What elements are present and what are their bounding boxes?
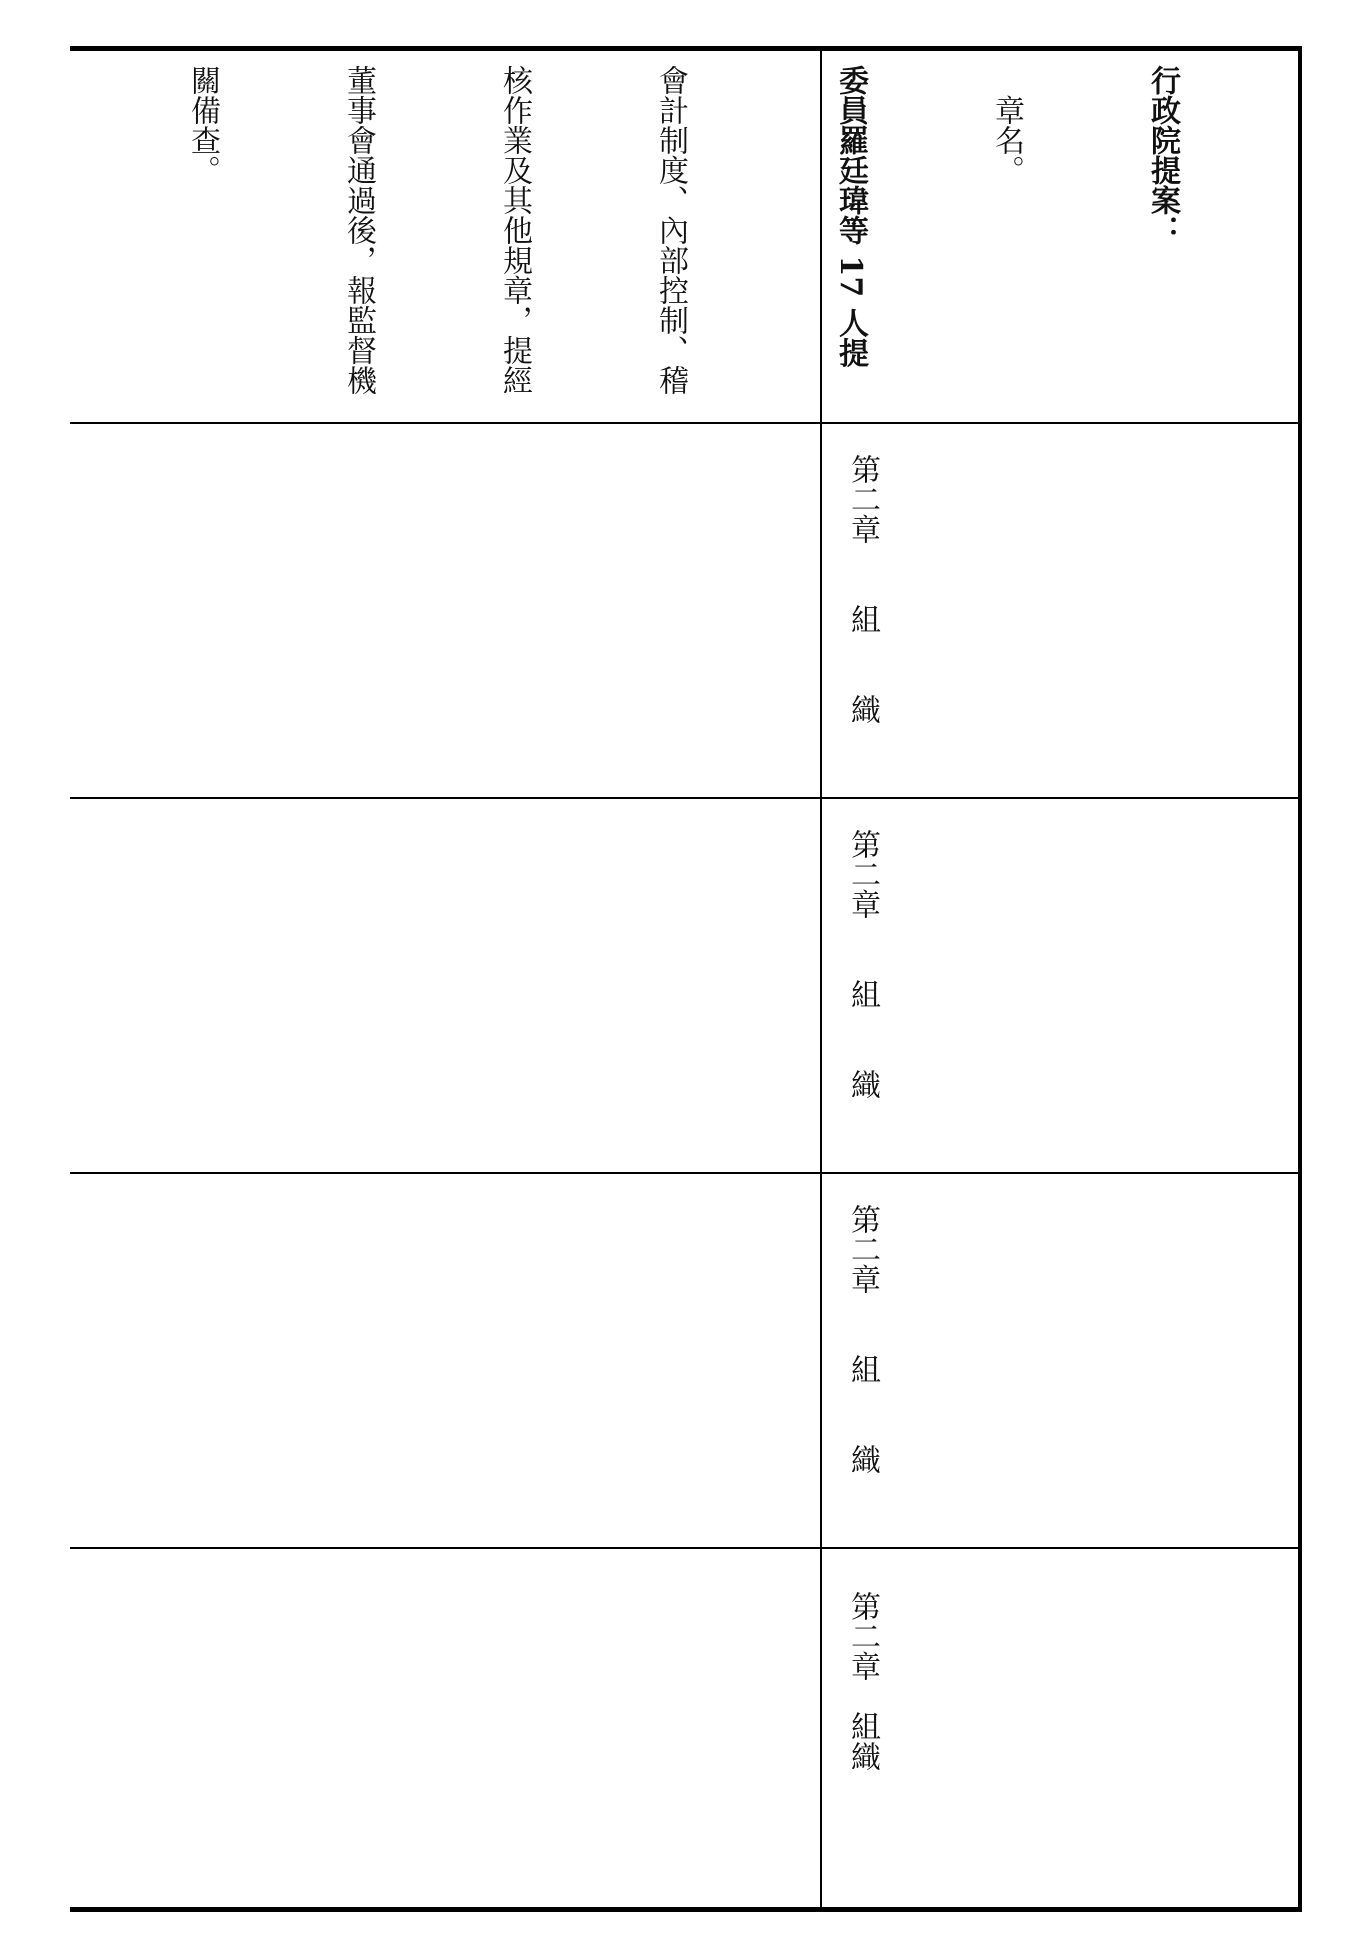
text-line: 董事會通過後，報監督機	[341, 65, 376, 395]
text-line	[70, 65, 72, 422]
explanation-cell	[70, 51, 820, 422]
text-line: 關備查。	[185, 65, 220, 185]
chapter-title: 第二章 組 織	[845, 454, 880, 724]
proposal-cell	[822, 51, 1298, 422]
chapter-title-cell	[822, 799, 1298, 1172]
table-bottom-border	[1298, 46, 1302, 1912]
text-line: 會計制度、內部控制、稽	[653, 65, 688, 395]
chapter-title: 第二章 組織	[845, 1591, 880, 1771]
explanation-text	[100, 65, 800, 422]
text-line: 核作業及其他規章，提經	[497, 65, 532, 395]
chapter-title: 第二章 組 織	[845, 1204, 880, 1474]
chapter-title-cell	[822, 1174, 1298, 1547]
proposer-label: 委員羅廷瑋等 17 人提	[833, 65, 868, 368]
proposer-label: 行政院提案：	[1145, 65, 1180, 245]
proposal-text	[833, 65, 1292, 422]
table-right-border	[70, 1907, 1302, 1912]
chapter-title-cell	[822, 424, 1298, 797]
proposal-item: 章名。	[989, 65, 1024, 185]
chapter-title: 第二章 組 織	[845, 829, 880, 1099]
chapter-title-cell	[822, 1549, 1298, 1907]
document-table	[70, 46, 1302, 1912]
